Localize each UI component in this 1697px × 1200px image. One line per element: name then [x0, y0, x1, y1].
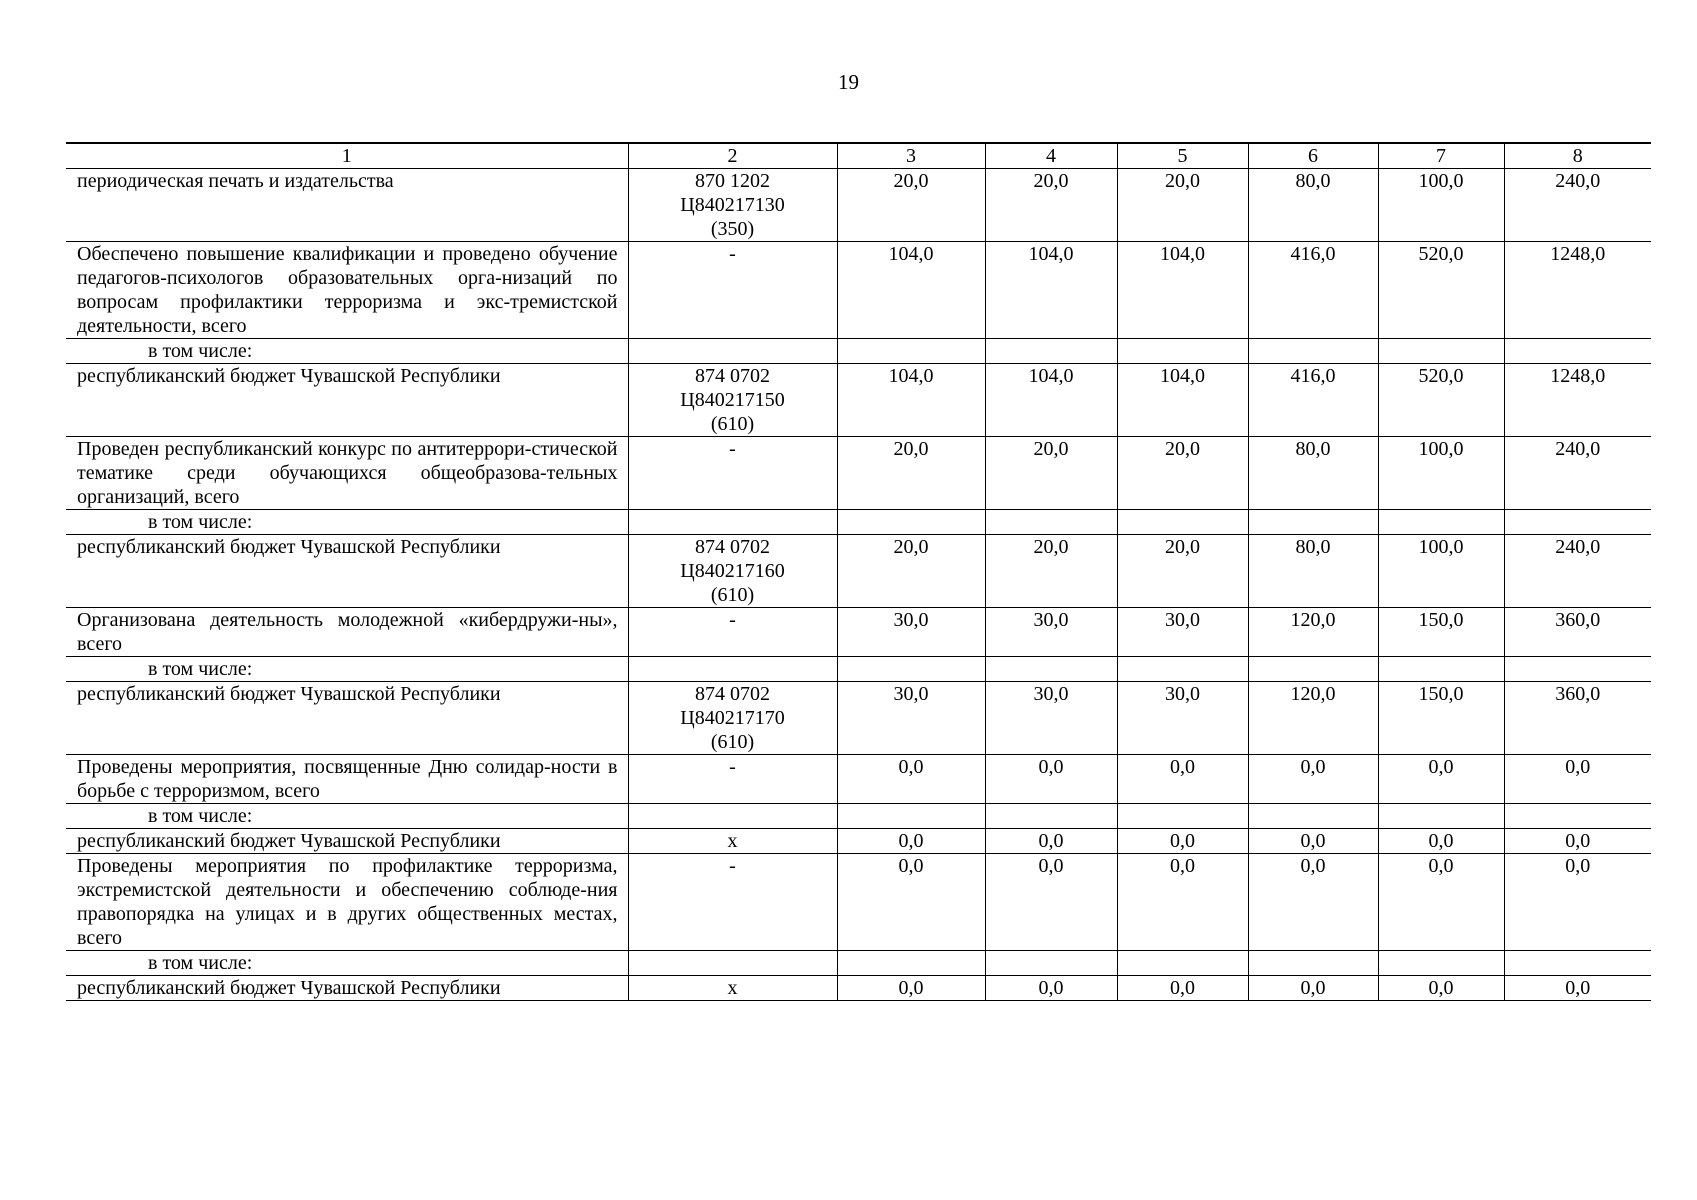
table-row	[66, 755, 1651, 804]
budget-code-cell	[628, 364, 837, 437]
budget-code-line: -	[729, 438, 736, 460]
budget-code-cell	[628, 437, 837, 510]
amount-cell: 20,0	[837, 169, 985, 242]
amount-cell: 80,0	[1248, 437, 1378, 510]
amount-cell: 1248,0	[1504, 242, 1651, 339]
table-row	[66, 657, 1651, 682]
amount-cell: 30,0	[837, 608, 985, 657]
amount-cell	[1504, 951, 1651, 976]
budget-code-line: 870 1202	[695, 170, 770, 192]
column-header: 7	[1378, 143, 1504, 169]
amount-cell	[985, 339, 1117, 364]
amount-cell: 20,0	[837, 437, 985, 510]
budget-code-cell	[628, 976, 837, 1001]
amount-cell: 0,0	[837, 755, 985, 804]
amount-cell: 150,0	[1378, 682, 1504, 755]
amount-cell	[1378, 339, 1504, 364]
amount-cell: 80,0	[1248, 535, 1378, 608]
amount-cell: 30,0	[837, 682, 985, 755]
column-header: 8	[1504, 143, 1651, 169]
table-row	[66, 242, 1651, 339]
amount-cell: 100,0	[1378, 535, 1504, 608]
table-row	[66, 804, 1651, 829]
amount-cell: 0,0	[1378, 755, 1504, 804]
budget-code-line: (610)	[710, 413, 755, 435]
budget-code-cell	[628, 510, 837, 535]
amount-cell	[837, 657, 985, 682]
row-name-cell: Проведен республиканский конкурс по антитеррори-стической тематике среди обучающихся общеобразова-тельных организаций, всего	[66, 437, 628, 510]
amount-cell: 416,0	[1248, 364, 1378, 437]
page-number: 19	[838, 70, 859, 94]
amount-cell	[837, 951, 985, 976]
budget-code-cell	[628, 657, 837, 682]
table-row	[66, 829, 1651, 854]
amount-cell: 0,0	[837, 829, 985, 854]
table-row	[66, 608, 1651, 657]
amount-cell	[1248, 339, 1378, 364]
amount-cell	[985, 510, 1117, 535]
table-row	[66, 854, 1651, 951]
amount-cell: 240,0	[1504, 535, 1651, 608]
row-name-cell: Проведены мероприятия, посвященные Дню солидар-ности в борьбе с терроризмом, всего	[66, 755, 628, 804]
amount-cell: 0,0	[1248, 829, 1378, 854]
row-name-cell: периодическая печать и издательства	[66, 169, 628, 242]
amount-cell: 416,0	[1248, 242, 1378, 339]
amount-cell	[1248, 510, 1378, 535]
amount-cell: 0,0	[1117, 976, 1248, 1001]
amount-cell	[1504, 657, 1651, 682]
amount-cell: 520,0	[1378, 242, 1504, 339]
budget-code-line: -	[729, 756, 736, 778]
amount-cell: 150,0	[1378, 608, 1504, 657]
amount-cell	[985, 804, 1117, 829]
row-name-cell: Организована деятельность молодежной «кибердружи-ны», всего	[66, 608, 628, 657]
amount-cell: 20,0	[985, 535, 1117, 608]
amount-cell	[1248, 657, 1378, 682]
amount-cell: 0,0	[1504, 976, 1651, 1001]
amount-cell	[985, 657, 1117, 682]
budget-code-cell	[628, 854, 837, 951]
amount-cell: 240,0	[1504, 437, 1651, 510]
row-name-cell: Обеспечено повышение квалификации и проведено обучение педагогов-психологов образовательных орга-низаций по вопросам профилактики терроризма и экс-тремистской деятельности, всего	[66, 242, 628, 339]
amount-cell	[1248, 804, 1378, 829]
amount-cell: 104,0	[1117, 242, 1248, 339]
amount-cell: 0,0	[1117, 854, 1248, 951]
row-name-cell: республиканский бюджет Чувашской Республики	[66, 364, 628, 437]
budget-code-cell	[628, 682, 837, 755]
budget-code-line: (610)	[710, 731, 755, 753]
table-row	[66, 535, 1651, 608]
amount-cell: 0,0	[1504, 829, 1651, 854]
amount-cell: 104,0	[985, 364, 1117, 437]
column-header: 5	[1117, 143, 1248, 169]
amount-cell: 30,0	[985, 608, 1117, 657]
table-row	[66, 364, 1651, 437]
amount-cell: 0,0	[1504, 755, 1651, 804]
amount-cell: 30,0	[1117, 682, 1248, 755]
amount-cell: 104,0	[837, 242, 985, 339]
amount-cell: 0,0	[837, 854, 985, 951]
amount-cell: 104,0	[1117, 364, 1248, 437]
amount-cell: 0,0	[985, 976, 1117, 1001]
budget-code-line: Ц840217160	[680, 560, 785, 582]
amount-cell	[1117, 804, 1248, 829]
amount-cell	[837, 510, 985, 535]
amount-cell	[1378, 951, 1504, 976]
budget-code-cell	[628, 804, 837, 829]
budget-code-line: Ц840217150	[680, 389, 785, 411]
amount-cell: 104,0	[985, 242, 1117, 339]
row-name-cell: в том числе:	[66, 657, 628, 682]
amount-cell: 520,0	[1378, 364, 1504, 437]
amount-cell: 0,0	[837, 976, 985, 1001]
column-header: 1	[66, 143, 628, 169]
budget-code-cell	[628, 169, 837, 242]
row-name-cell: республиканский бюджет Чувашской Республики	[66, 976, 628, 1001]
budget-code-cell	[628, 339, 837, 364]
row-name-cell: в том числе:	[66, 951, 628, 976]
table-row	[66, 339, 1651, 364]
column-header: 2	[628, 143, 837, 169]
amount-cell	[1117, 657, 1248, 682]
amount-cell	[837, 804, 985, 829]
amount-cell	[1504, 339, 1651, 364]
budget-code-line: -	[729, 609, 736, 631]
amount-cell	[1504, 804, 1651, 829]
amount-cell: 0,0	[1378, 854, 1504, 951]
amount-cell: 0,0	[1117, 829, 1248, 854]
row-name-cell: в том числе:	[66, 804, 628, 829]
budget-code-cell	[628, 535, 837, 608]
amount-cell: 0,0	[985, 829, 1117, 854]
amount-cell: 80,0	[1248, 169, 1378, 242]
row-name-cell: Проведены мероприятия по профилактике терроризма, экстремистской деятельности и обеспечению соблюде-ния правопорядка на улицах и в других общественных местах, всего	[66, 854, 628, 951]
budget-code-line: х	[727, 830, 738, 852]
amount-cell: 0,0	[1248, 976, 1378, 1001]
amount-cell	[985, 951, 1117, 976]
budget-code-cell	[628, 608, 837, 657]
amount-cell: 0,0	[1117, 755, 1248, 804]
amount-cell: 0,0	[1504, 854, 1651, 951]
amount-cell: 30,0	[1117, 608, 1248, 657]
budget-code-line: 874 0702	[695, 536, 770, 558]
table-row	[66, 682, 1651, 755]
amount-cell	[1378, 657, 1504, 682]
budget-code-line: (610)	[710, 584, 755, 606]
budget-code-line: (350)	[710, 218, 755, 240]
budget-code-line: х	[727, 977, 738, 999]
table-row	[66, 169, 1651, 242]
amount-cell	[837, 339, 985, 364]
budget-code-line: Ц840217170	[680, 707, 785, 729]
amount-cell: 20,0	[985, 437, 1117, 510]
amount-cell: 0,0	[1378, 829, 1504, 854]
amount-cell	[1504, 510, 1651, 535]
table-row	[66, 951, 1651, 976]
amount-cell: 0,0	[1248, 755, 1378, 804]
amount-cell: 104,0	[837, 364, 985, 437]
budget-table	[66, 142, 1651, 1001]
budget-code-line: 874 0702	[695, 365, 770, 387]
row-name-cell: в том числе:	[66, 510, 628, 535]
amount-cell: 240,0	[1504, 169, 1651, 242]
amount-cell: 1248,0	[1504, 364, 1651, 437]
budget-code-cell	[628, 242, 837, 339]
budget-code-line: -	[729, 243, 736, 265]
amount-cell: 20,0	[1117, 437, 1248, 510]
row-name-cell: республиканский бюджет Чувашской Республики	[66, 829, 628, 854]
budget-code-line: Ц840217130	[680, 194, 785, 216]
amount-cell	[1117, 339, 1248, 364]
table-row	[66, 976, 1651, 1001]
column-header: 6	[1248, 143, 1378, 169]
amount-cell: 20,0	[985, 169, 1117, 242]
row-name-cell: республиканский бюджет Чувашской Республики	[66, 535, 628, 608]
budget-code-line: 874 0702	[695, 683, 770, 705]
amount-cell: 20,0	[1117, 169, 1248, 242]
amount-cell	[1378, 510, 1504, 535]
row-name-cell: республиканский бюджет Чувашской Республики	[66, 682, 628, 755]
amount-cell: 0,0	[985, 854, 1117, 951]
amount-cell	[1248, 951, 1378, 976]
amount-cell	[1378, 804, 1504, 829]
amount-cell	[1117, 510, 1248, 535]
table-header-row	[66, 143, 1651, 169]
table-body	[66, 143, 1651, 1001]
budget-code-cell	[628, 755, 837, 804]
amount-cell: 120,0	[1248, 608, 1378, 657]
amount-cell: 360,0	[1504, 608, 1651, 657]
column-header: 3	[837, 143, 985, 169]
amount-cell: 0,0	[985, 755, 1117, 804]
amount-cell	[1117, 951, 1248, 976]
budget-code-cell	[628, 951, 837, 976]
amount-cell: 120,0	[1248, 682, 1378, 755]
amount-cell: 100,0	[1378, 437, 1504, 510]
amount-cell: 20,0	[837, 535, 985, 608]
amount-cell: 100,0	[1378, 169, 1504, 242]
table-row	[66, 437, 1651, 510]
amount-cell: 0,0	[1248, 854, 1378, 951]
amount-cell: 360,0	[1504, 682, 1651, 755]
table-row	[66, 510, 1651, 535]
budget-code-cell	[628, 829, 837, 854]
budget-code-line: -	[729, 855, 736, 877]
amount-cell: 20,0	[1117, 535, 1248, 608]
row-name-cell: в том числе:	[66, 339, 628, 364]
column-header: 4	[985, 143, 1117, 169]
amount-cell: 30,0	[985, 682, 1117, 755]
amount-cell: 0,0	[1378, 976, 1504, 1001]
